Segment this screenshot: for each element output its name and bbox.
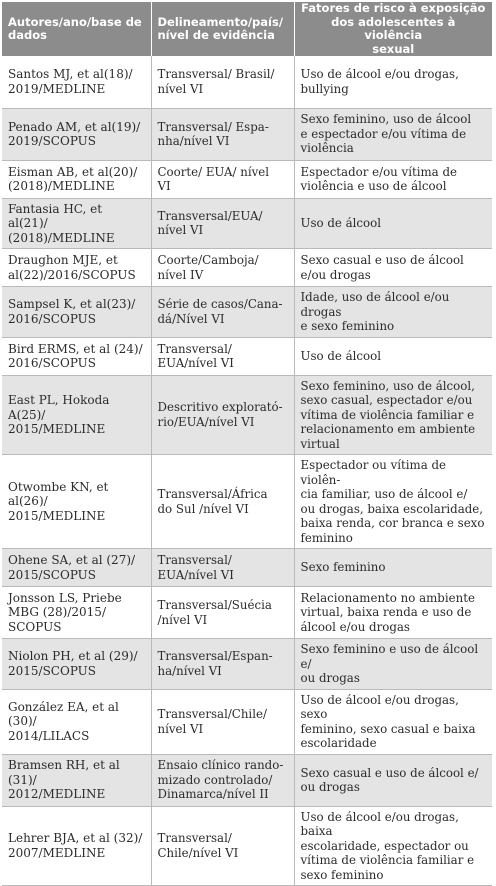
table-row xyxy=(2,375,492,455)
design-cell: Transversal/ Espa- nha/nível VI xyxy=(151,108,294,160)
risk-factors-cell: Sexo feminino, uso de álcool e espectador e/ou vítima de violência xyxy=(294,108,492,160)
table-row xyxy=(2,337,492,375)
author-cell: Ohene SA, et al (27)/ 2015/SCOPUS xyxy=(2,549,151,587)
table-body xyxy=(2,56,492,886)
risk-factors-cell: Uso de álcool e/ou drogas, sexo feminino, sexo casual e baixa escolaridade xyxy=(294,689,492,754)
header-design: Delineamento/país/ nível de evidência xyxy=(151,2,294,56)
header-risk-factors: Fatores de risco à exposição dos adolescentes à violência sexual xyxy=(294,2,492,56)
table-row xyxy=(2,754,492,806)
risk-factors-cell: Espectador e/ou vítima de violência e uso de álcool xyxy=(294,160,492,198)
risk-factors-cell: Sexo feminino e uso de álcool e/ ou drogas xyxy=(294,639,492,690)
studies-table xyxy=(2,2,492,886)
author-cell: Penado AM, et al(19)/ 2019/SCOPUS xyxy=(2,108,151,160)
author-cell: Fantasia HC, et al(21)/ (2018)/MEDLINE xyxy=(2,198,151,249)
author-cell: Bird ERMS, et al (24)/ 2016/SCOPUS xyxy=(2,337,151,375)
table-row xyxy=(2,249,492,287)
risk-factors-cell: Uso de álcool xyxy=(294,337,492,375)
author-cell: Jonsson LS, Priebe MBG (28)/2015/ SCOPUS xyxy=(2,587,151,639)
header-row xyxy=(2,2,492,56)
author-cell: East PL, Hokoda A(25)/ 2015/MEDLINE xyxy=(2,375,151,455)
design-cell: Transversal/ Brasil/ nível VI xyxy=(151,56,294,108)
table-row xyxy=(2,56,492,108)
table-row xyxy=(2,287,492,338)
design-cell: Coorte/ EUA/ nível VI xyxy=(151,160,294,198)
header-authors: Autores/ano/base de dados xyxy=(2,2,151,56)
risk-factors-cell: Sexo feminino xyxy=(294,549,492,587)
author-cell: Otwombe KN, et al(26)/ 2015/MEDLINE xyxy=(2,455,151,549)
table-row xyxy=(2,689,492,754)
risk-factors-cell: Sexo casual e uso de álcool e/ ou drogas xyxy=(294,754,492,806)
author-cell: Niolon PH, et al (29)/ 2015/SCOPUS xyxy=(2,639,151,690)
design-cell: Transversal/Espan- ha/nível VI xyxy=(151,639,294,690)
risk-factors-cell: Uso de álcool xyxy=(294,198,492,249)
design-cell: Transversal/ EUA/nível VI xyxy=(151,549,294,587)
risk-factors-cell: Espectador ou vítima de violên- cia familiar, uso de álcool e/ ou drogas, baixa escolaridade, baixa renda, cor branca e sexo feminino xyxy=(294,455,492,549)
author-cell: Bramsen RH, et al (31)/ 2012/MEDLINE xyxy=(2,754,151,806)
design-cell: Transversal/África do Sul /nível VI xyxy=(151,455,294,549)
design-cell: Transversal/Suécia /nível VI xyxy=(151,587,294,639)
risk-factors-cell: Relacionamento no ambiente virtual, baixa renda e uso de álcool e/ou drogas xyxy=(294,587,492,639)
author-cell: González EA, et al (30)/ 2014/LILACS xyxy=(2,689,151,754)
table-row xyxy=(2,549,492,587)
author-cell: Draughon MJE, et al(22)/2016/SCOPUS xyxy=(2,249,151,287)
author-cell: Eisman AB, et al(20)/ (2018)/MEDLINE xyxy=(2,160,151,198)
design-cell: Transversal/ EUA/nível VI xyxy=(151,337,294,375)
design-cell: Série de casos/Cana- dá/Nível VI xyxy=(151,287,294,338)
author-cell: Lehrer BJA, et al (32)/ 2007/MEDLINE xyxy=(2,806,151,886)
design-cell: Coorte/Camboja/ nível IV xyxy=(151,249,294,287)
table-header xyxy=(2,2,492,56)
risk-factors-cell: Uso de álcool e/ou drogas, bullying xyxy=(294,56,492,108)
design-cell: Ensaio clínico rando- mizado controlado/ Dinamarca/nível II xyxy=(151,754,294,806)
risk-factors-cell: Sexo casual e uso de álcool e/ou drogas xyxy=(294,249,492,287)
table-row xyxy=(2,108,492,160)
table-row xyxy=(2,806,492,886)
table-row xyxy=(2,587,492,639)
design-cell: Transversal/Chile/ nível VI xyxy=(151,689,294,754)
design-cell: Transversal/EUA/ nível VI xyxy=(151,198,294,249)
risk-factors-cell: Idade, uso de álcool e/ou drogas e sexo feminino xyxy=(294,287,492,338)
risk-factors-cell: Uso de álcool e/ou drogas, baixa escolaridade, espectador ou vítima de violência familiar e sexo feminino xyxy=(294,806,492,886)
table-row xyxy=(2,639,492,690)
design-cell: Transversal/ Chile/nível VI xyxy=(151,806,294,886)
table-row xyxy=(2,198,492,249)
table-row xyxy=(2,455,492,549)
author-cell: Santos MJ, et al(18)/ 2019/MEDLINE xyxy=(2,56,151,108)
design-cell: Descritivo explorató- rio/EUA/nível VI xyxy=(151,375,294,455)
author-cell: Sampsel K, et al(23)/ 2016/SCOPUS xyxy=(2,287,151,338)
table-row xyxy=(2,160,492,198)
risk-factors-cell: Sexo feminino, uso de álcool, sexo casual, espectador e/ou vítima de violência familiar e relacionamento em ambiente virtual xyxy=(294,375,492,455)
